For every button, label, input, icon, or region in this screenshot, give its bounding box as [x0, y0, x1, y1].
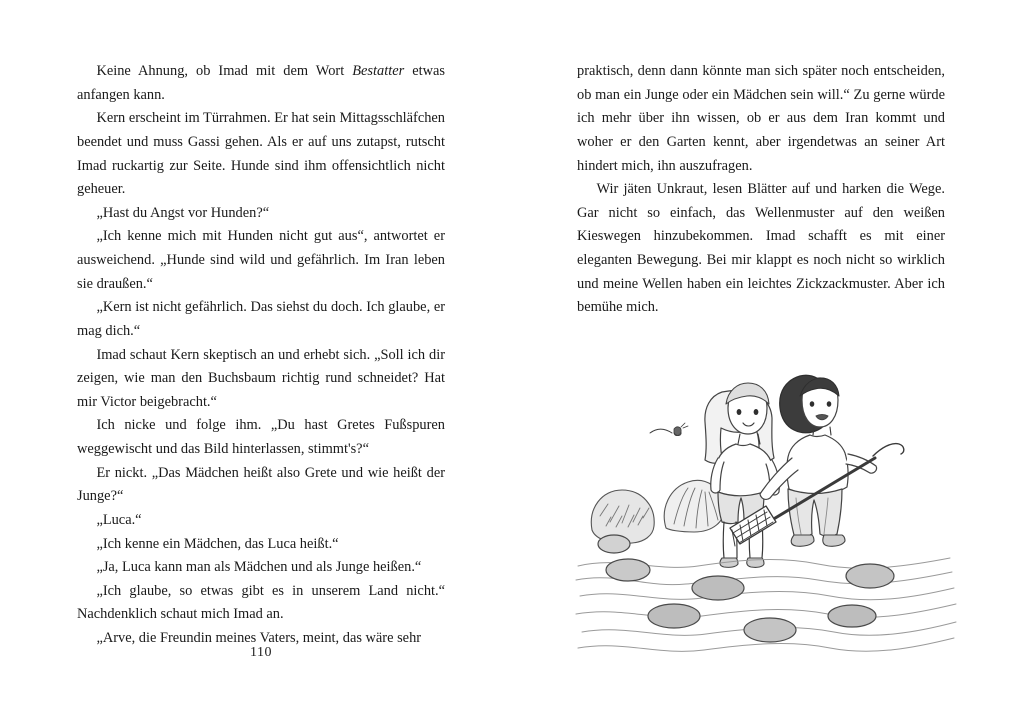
paragraph: Er nickt. „Das Mädchen heißt also Grete und wie heißt der Junge?“ [77, 464, 445, 505]
page-number: 110 [250, 645, 272, 660]
right-text-column [577, 60, 945, 320]
stepping-stones [598, 535, 894, 642]
italic-word: Bestatter [352, 63, 405, 79]
left-text-column [77, 60, 445, 651]
paragraph-text-after-italic: etwas anfangen kann. [77, 63, 445, 103]
paragraph: „Arve, die Freundin meines Vaters, meint, das wäre sehr [96, 630, 422, 646]
paragraph: „Ich glaube, so etwas gibt es in unserem Land nicht.“ Nachdenklich schaut mich Imad an. [77, 582, 445, 623]
paragraph: „Hast du Angst vor Hunden?“ [96, 204, 270, 221]
shrub [591, 490, 654, 543]
illustration-garden-raking [570, 330, 960, 660]
paragraph: praktisch, denn dann könnte man sich später noch entscheiden, ob man ein Junge oder ein Mädchen sein will.“ Zu gerne würde ich mehr über ihn wissen, ob er aus dem Iran kommt und woher er den Garten kennt, aber irgendetwas an seiner Art hindert mich, ihn auszufragen. [577, 63, 945, 174]
boy-figure [760, 375, 877, 546]
paragraph: Ich nicke und folge ihm. „Du hast Gretes Fußspuren weggewischt und das Bild hinterlassen, stimmt's?“ [77, 417, 445, 457]
butterfly-icon [650, 423, 688, 436]
paragraph: Kern erscheint im Türrahmen. Er hat sein Mittagsschläfchen beendet und muss Gassi gehen. Als er auf uns zutapst, rutscht Imad ruckartig zur Seite. Hunde sind ihm offensichtlich nicht geheuer. [77, 110, 445, 198]
paragraph-text-before-italic: Keine Ahnung, ob Imad mit dem Wort [96, 63, 353, 79]
paragraph: „Ja, Luca kann man als Mädchen und als Junge heißen.“ [96, 559, 422, 576]
paragraph: Imad schaut Kern skeptisch an und erhebt sich. „Soll ich dir zeigen, wie man den Buchsbaum richtig rund schneidet? Hat mir Victor beigebracht.“ [77, 346, 445, 410]
paragraph: „Ich kenne ein Mädchen, das Luca heißt.“ [96, 535, 339, 552]
paragraph [77, 60, 445, 107]
paragraph: „Luca.“ [96, 511, 142, 528]
paragraph: Wir jäten Unkraut, lesen Blätter auf und harken die Wege. Gar nicht so einfach, das Wellenmuster auf den weißen Kieswegen hinzubekommen. Imad schafft es mit einer eleganten Bewegung. Bei mir klappt es noch nicht so wirklich und meine Wellen haben ein leichtes Zickzackmuster. Aber ich bemühe mich. [577, 181, 945, 316]
paragraph: „Kern ist nicht gefährlich. Das siehst du doch. Ich glaube, er mag dich.“ [77, 299, 445, 339]
paragraph: „Ich kenne mich mit Hunden nicht gut aus“, antwortet er ausweichend. „Hunde sind wild und gefährlich. Im Iran leben sie draußen.“ [77, 228, 445, 292]
